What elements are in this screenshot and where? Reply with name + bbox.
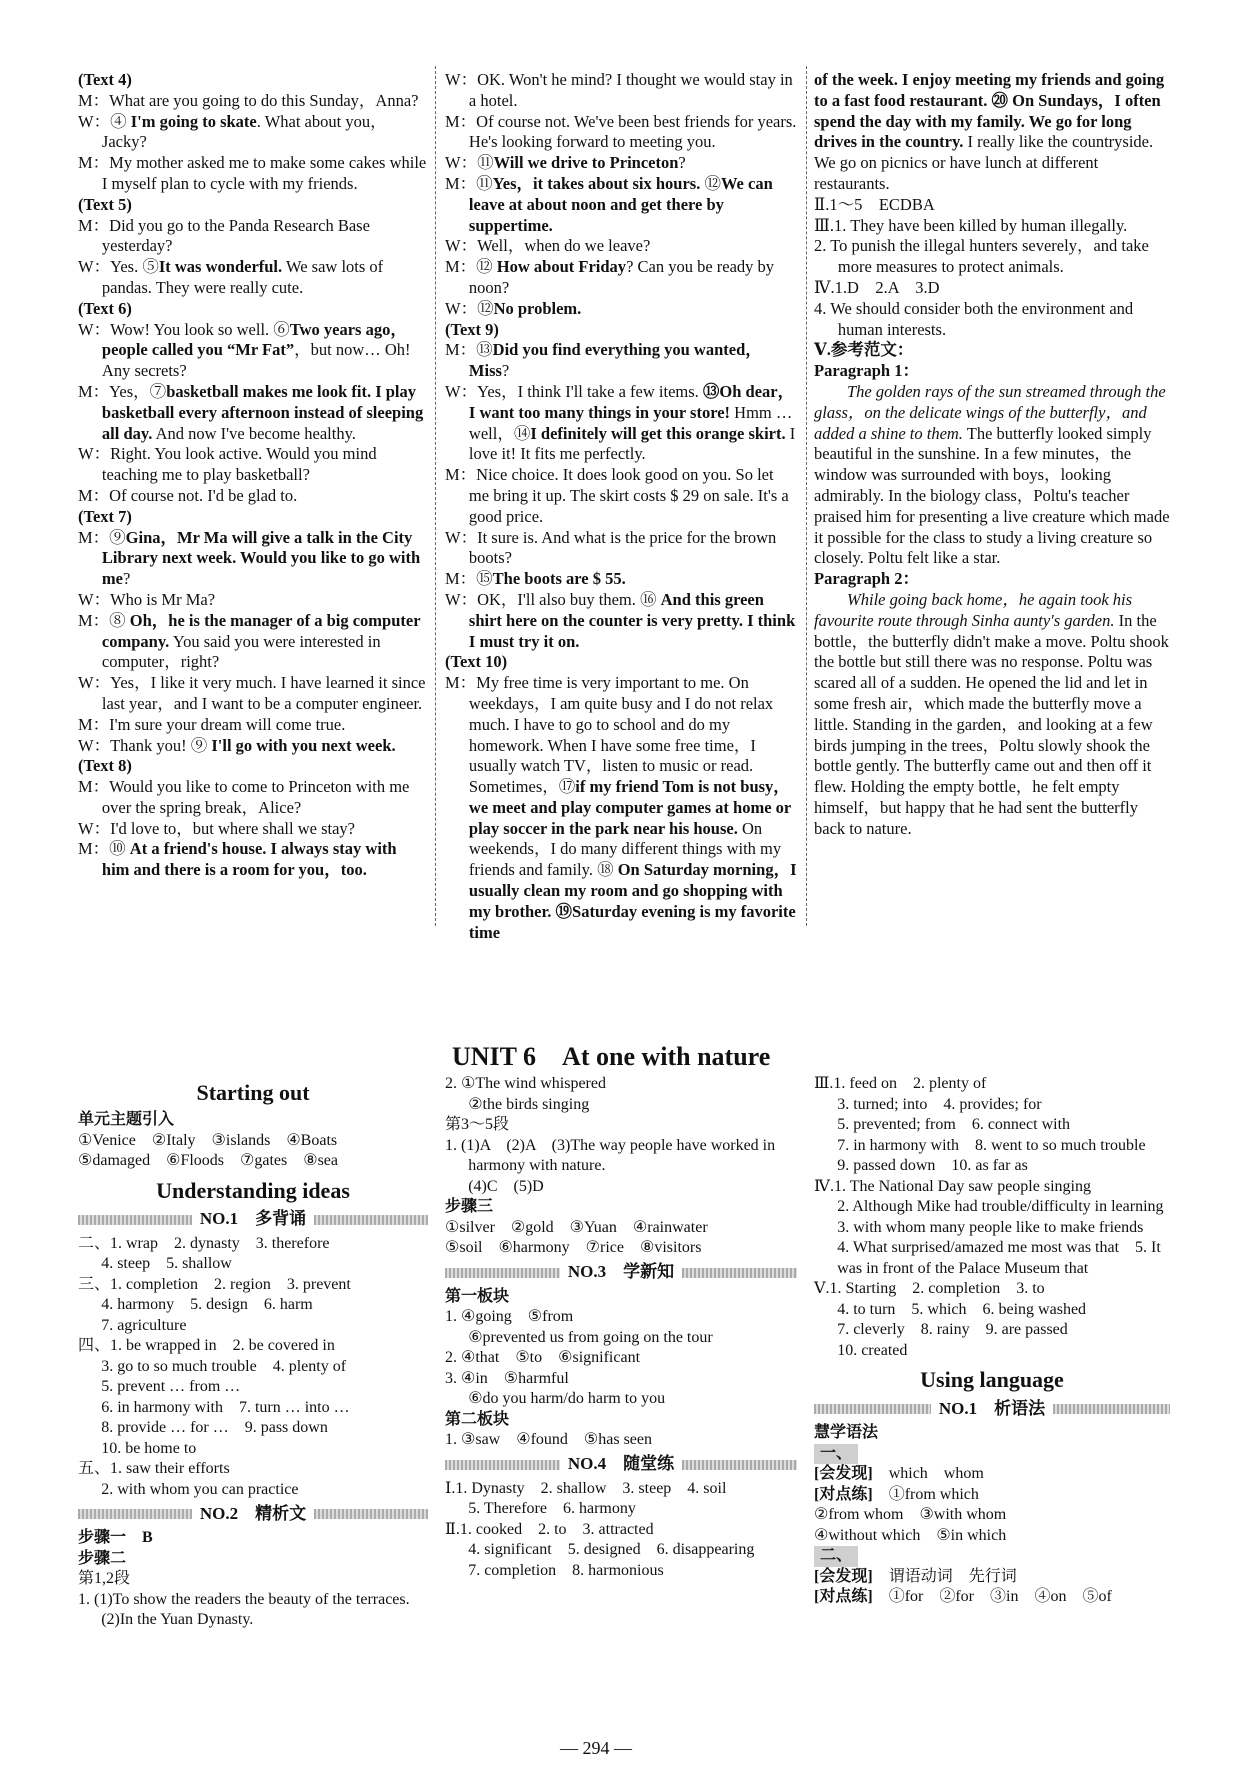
answer-line: 8. provide … for … 9. pass down [101, 1419, 328, 1436]
dialog-line: M：Yes，⑦basketball makes me look fit. I play basketball every afternoon instead of sleeping all day. And now I've become healthy. [78, 381, 424, 443]
top-column-1 [78, 70, 428, 881]
text-label: (Text 8) [78, 756, 132, 776]
answer-iii-1: Ⅲ.1. They have been killed by human illegally. [814, 215, 1128, 235]
section-bar: NO.3 学新知 [445, 1262, 797, 1284]
bottom-column-3 [814, 1074, 1180, 1608]
dialog-line: M：⑮The boots are $ 55. [445, 569, 626, 589]
answer-line: ②the birds singing [468, 1095, 590, 1113]
answer-line: 第3～5段 [445, 1116, 510, 1133]
answer-line: ⑤damaged ⑥Floods ⑦gates ⑧sea [78, 1152, 339, 1169]
answer-line: ①silver ②gold ③Yuan ④rainwater [445, 1218, 708, 1236]
dialog-line: W：Yes，I like it very much. I have learned it since last year，and I want to be a computer engineer. [78, 673, 426, 713]
dialog-line: M：⑬Did you find everything you wanted，Miss? [445, 340, 762, 381]
dialog-line: M：What are you going to do this Sunday，Anna? [78, 90, 419, 110]
answer-line: 10. created [837, 1341, 908, 1359]
answer-iv: Ⅳ.1.D 2.A 3.D [814, 277, 940, 297]
text-label: (Text 6) [78, 298, 132, 318]
dialog-line: M：⑪Yes，it takes about six hours. ⑫We can leave at about noon and get there by suppertime. [445, 173, 773, 235]
dialog-line: M：My free time is very important to me. On weekdays，I am quite busy and I do not relax much. I have to go to school and do my homework. When I have some free time，I usually watch TV，listen to music or read. Sometimes，⑰if my friend Tom is not busy，we meet and play computer games at home or play soccer in the park near his house. On weekends，I do many different things with my friends and family. ⑱ On Saturday morning，I usually clean my room and go shopping with my brother. ⑲Saturday evening is my favorite time [445, 673, 797, 942]
answer-line: Ⅱ.1. cooked 2. to 3. attracted [445, 1520, 654, 1538]
essay-paragraph: The golden rays of the sun streamed through the glass，on the delicate wings of the butterfly，and added a shine to them. The butterfly looked simply beautiful in the sunshine. In a few minutes，the window was surrounded with boys，looking admirably. In the biology class，Poltu's teacher praised him for presenting a live creature which made it possible for the class to study a living creature so closely. Poltu felt like a star. [814, 381, 1170, 568]
answer-line: 6. in harmony with 7. turn … into … [101, 1398, 350, 1416]
column-divider [435, 66, 436, 926]
dialog-line: M：⑧ Oh，he is the manager of a big computer company. You said you were interested in computer，right? [78, 610, 421, 672]
answer-line: Ⅳ.1. The National Day saw people singing [814, 1177, 1091, 1195]
block-label: 第二板块 [445, 1410, 510, 1428]
answer-line: ④without which ⑤in which [814, 1526, 1007, 1544]
dialog-line: W：④ I'm going to skate. What about you，Jacky? [78, 111, 387, 152]
dialog-line: W：Well，when do we leave? [445, 236, 651, 256]
dialog-line: M：Did you go to the Panda Research Base yesterday? [78, 215, 370, 256]
answer-line: 3. ④in ⑤harmful [445, 1369, 569, 1387]
answer-line: 4. to turn 5. which 6. being washed [837, 1300, 1087, 1318]
dialog-line: M：My mother asked me to make some cakes while I myself plan to cycle with my friends. [78, 153, 427, 193]
answer-line: ②from whom ③with whom [814, 1506, 1007, 1523]
answer-line: 5. prevent … from … [101, 1378, 241, 1395]
text-label: (Text 4) [78, 70, 132, 89]
answer-line: 1. (1)A (2)A (3)The way people have worked in harmony with nature. [445, 1136, 776, 1174]
top-column-3 [814, 70, 1170, 839]
intro-label: 单元主题引入 [78, 1111, 175, 1128]
answer-line: (2)In the Yuan Dynasty. [101, 1611, 254, 1628]
page-number: — 294 — [560, 1738, 632, 1758]
unit-title: UNIT 6 At one with nature [452, 1042, 771, 1071]
block-label: 第一板块 [445, 1287, 510, 1305]
dialog-line: W：Yes. ⑤It was wonderful. We saw lots of pandas. They were really cute. [78, 257, 384, 297]
dialog-line: W：I'd love to，but where shall we stay? [78, 818, 355, 838]
answer-line: ①Venice ②Italy ③islands ④Boats [78, 1131, 338, 1149]
answer-ii: Ⅱ.1～5 ECDBA [814, 194, 935, 214]
dialog-line: M：⑨Gina，Mr Ma will give a talk in the City Library next week. Would you like to go with me? [78, 527, 421, 589]
answer-line: (4)C (5)D [468, 1177, 544, 1195]
answer-line: Ⅴ.1. Starting 2. completion 3. to [814, 1280, 1045, 1297]
answer-line: 7. cleverly 8. rainy 9. are passed [837, 1321, 1068, 1338]
answer-line: 二、1. wrap 2. dynasty 3. therefore [78, 1234, 330, 1252]
dialog-line: W：Wow! You look so well. ⑥Two years ago，people called you “Mr Fat”，but now… Oh! Any secrets? [78, 319, 411, 381]
subsection-label: 二、 [814, 1546, 1170, 1567]
paragraph-label: Paragraph 1： [814, 361, 919, 381]
bottom-column-2 [445, 1074, 797, 1581]
section-bar: NO.1 多背诵 [78, 1209, 428, 1231]
answer-line: 4. harmony 5. design 6. harm [101, 1296, 313, 1313]
section-title-understanding: Understanding ideas [156, 1177, 350, 1203]
answer-line: 10. be home to [101, 1439, 197, 1457]
answer-line: [对点练] ①from which [814, 1485, 979, 1503]
dialog-line: M：⑩ At a friend's house. I always stay with him and there is a room for you，too. [78, 839, 397, 880]
answer-line: 4. significant 5. designed 6. disappearing [468, 1541, 755, 1558]
dialog-line: M：I'm sure your dream will come true. [78, 714, 346, 734]
top-column-2 [445, 70, 797, 943]
step-label: 步骤一 B [78, 1529, 153, 1546]
answer-line: 三、1. completion 2. region 3. prevent [78, 1275, 351, 1293]
answer-line: 2. ④that ⑤to ⑥significant [445, 1349, 641, 1366]
answer-line: 3. go to so much trouble 4. plenty of [101, 1357, 347, 1375]
answer-line: [会发现] 谓语动词 先行词 [814, 1567, 1017, 1585]
dialog-line: W：⑫No problem. [445, 298, 582, 318]
dialog-line: M：Of course not. I'd be glad to. [78, 485, 298, 505]
bottom-column-1 [78, 1074, 428, 1631]
answer-line: 1. ④going ⑤from [445, 1308, 574, 1325]
answer-line: 第1,2段 [78, 1570, 131, 1587]
dialog-line: M：Would you like to come to Princeton with me over the spring break，Alice? [78, 777, 410, 817]
answer-line: 4. steep 5. shallow [101, 1255, 232, 1272]
answer-line: 2. with whom you can practice [101, 1480, 299, 1498]
answer-line: 7. agriculture [101, 1316, 187, 1334]
section-title-using-language: Using language [920, 1367, 1064, 1392]
text-label: (Text 10) [445, 652, 508, 672]
answer-line: 五、1. saw their efforts [78, 1460, 230, 1477]
answer-line: ⑥prevented us from going on the tour [468, 1328, 713, 1346]
text-label: (Text 7) [78, 506, 132, 526]
section-title-starting-out: Starting out [196, 1080, 310, 1105]
column-divider [806, 66, 807, 926]
dialog-line: W：Yes，I think I'll take a few items. ⑬Oh dear，I want too many things in your store! Hmm … well，⑭I definitely will get this orange skirt. I love it! It fits me perfectly. [445, 381, 796, 464]
answer-line: 5. Therefore 6. harmony [468, 1500, 636, 1517]
paragraph-label: Paragraph 2： [814, 569, 919, 589]
text10-continuation: of the week. I enjoy meeting my friends and going to a fast food restaurant. ⑳ On Sundays，I often spend the day with my family. We go for long drives in the country. I really like the countryside. We go on picnics or have lunch at different restaurants. [814, 70, 1165, 193]
answer-line: 2. ①The wind whispered [445, 1075, 606, 1092]
sample-essay-label: Ⅴ.参考范文： [814, 340, 914, 360]
answer-line: ⑥do you harm/do harm to you [468, 1390, 666, 1407]
dialog-line: M：Nice choice. It does look good on you. So let me bring it up. The skirt costs $ 29 on sale. It's a good price. [445, 465, 789, 526]
dialog-line: M：Of course not. We've been best friends for years. He's looking forward to meeting you. [445, 111, 797, 152]
text-label: (Text 5) [78, 194, 132, 214]
text-label: (Text 9) [445, 319, 499, 339]
answer-line: Ⅲ.1. feed on 2. plenty of [814, 1075, 987, 1092]
dialog-line: W：OK，I'll also buy them. ⑯ And this green shirt here on the counter is very pretty. I think I must try it on. [445, 589, 796, 651]
answer-line: Ⅰ.1. Dynasty 2. shallow 3. steep 4. soil [445, 1479, 727, 1497]
section-bar: NO.4 随堂练 [445, 1454, 797, 1476]
answer-line: [对点练] ①for ②for ③in ④on ⑤of [814, 1588, 1112, 1605]
answer-line: 7. in harmony with 8. went to so much trouble 9. passed down 10. as far as [837, 1136, 1162, 1174]
answer-iii-2: 2. To punish the illegal hunters severely，and take more measures to protect animals. [814, 236, 1149, 277]
step-label: 步骤三 [445, 1198, 494, 1215]
answer-line: [会发现] which whom [814, 1465, 984, 1482]
dialog-line: W：Who is Mr Ma? [78, 589, 216, 609]
dialog-line: W：⑪Will we drive to Princeton? [445, 153, 686, 173]
answer-line: 1. (1)To show the readers the beauty of the terraces. [78, 1590, 410, 1608]
answer-line: 5. prevented; from 6. connect with [837, 1116, 1071, 1133]
answer-line: 2. Although Mike had trouble/difficulty in learning 3. with whom many people like to make friends 4. What surprised/amazed me most was that 5. It was in front of the Palace Museum that [837, 1198, 1180, 1277]
answer-iv-4: 4. We should consider both the environment and human interests. [814, 298, 1134, 339]
dialog-line: W：Right. You look active. Would you mind teaching me to play basketball? [78, 444, 377, 485]
subsection-label: 一、 [814, 1444, 1170, 1465]
dialog-line: W：It sure is. And what is the price for the brown boots? [445, 527, 777, 568]
grammar-label: 慧学语法 [814, 1424, 879, 1441]
section-bar: NO.2 精析文 [78, 1503, 428, 1525]
answer-line: ⑤soil ⑥harmony ⑦rice ⑧visitors [445, 1239, 702, 1256]
answer-line: 1. ③saw ④found ⑤has seen [445, 1431, 653, 1448]
answer-line: 3. turned; into 4. provides; for [837, 1095, 1042, 1113]
step-label: 步骤二 [78, 1549, 127, 1567]
dialog-line: W：OK. Won't he mind? I thought we would stay in a hotel. [445, 70, 793, 110]
dialog-line: M：⑫ How about Friday? Can you be ready by noon? [445, 257, 775, 297]
essay-paragraph: While going back home，he again took his favourite route through Sinha aunty's garden. In the bottle，the butterfly didn't make a move. Poltu shook the bottle but still there was no response. Poltu was scared all of a sudden. He opened the lid and let in some fresh air，which made the butterfly move a little. Standing in the garden，and looking at a few birds jumping in the trees，Poltu slowly shook the bottle gently. The butterfly came out and then off it flew. Holding the empty bottle，he felt empty himself，but happy that he had sent the butterfly back to nature. [814, 589, 1169, 838]
dialog-line: W：Thank you! ⑨ I'll go with you next week. [78, 735, 396, 755]
section-bar: NO.1 析语法 [814, 1398, 1170, 1420]
answer-line: 7. completion 8. harmonious [468, 1561, 664, 1579]
answer-line: 四、1. be wrapped in 2. be covered in [78, 1337, 335, 1354]
